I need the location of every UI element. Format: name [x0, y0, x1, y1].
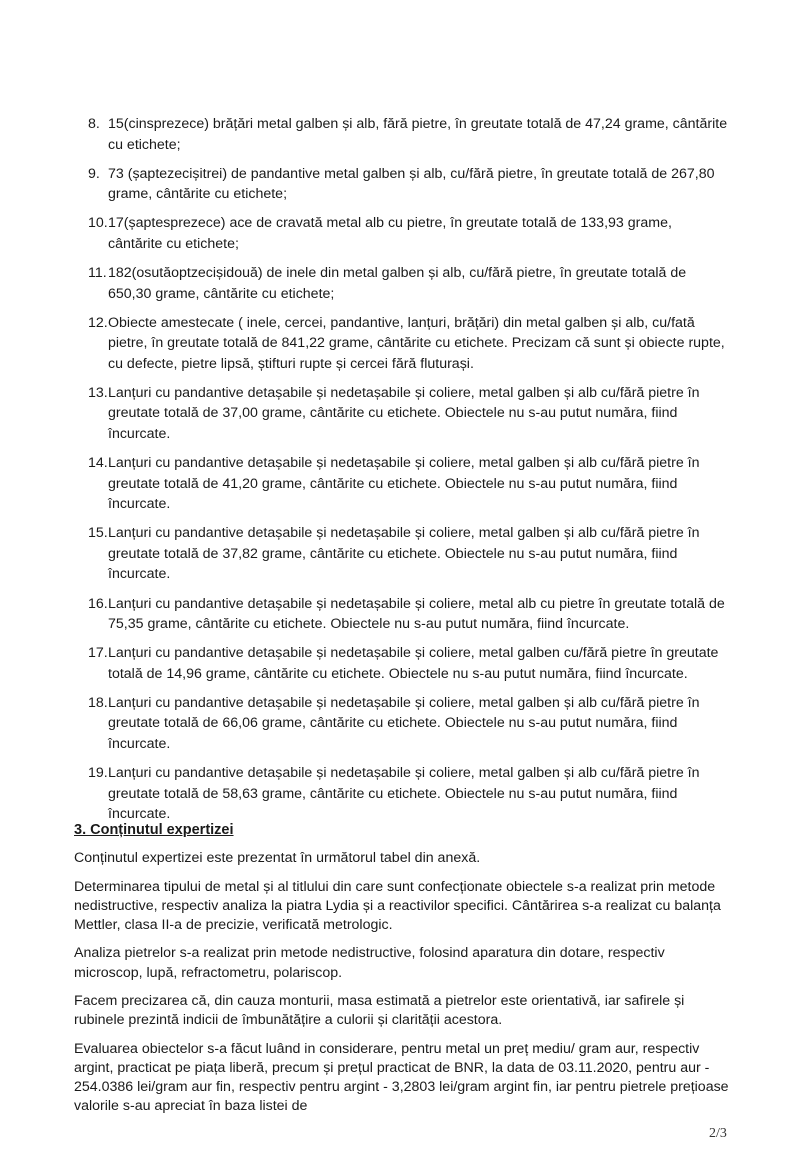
item-number: 17.	[88, 645, 108, 662]
paragraph: Evaluarea obiectelor s-a făcut luând in considerare, pentru metal un preț mediu/ gram aur, respectiv argint, practicat pe piața liberă, precum și prețul practicat de BNR, la data de 03.11.2020, pentru aur - 254.0386 lei/gram aur fin, respectiv pentru argint - 3,2803 lei/gram argint fin, iar pentru pietrele prețioase valorile s-au apreciat în baza listei de	[74, 1040, 729, 1115]
list-item	[88, 763, 728, 825]
list-item	[88, 213, 728, 254]
items-list	[88, 114, 728, 833]
list-item	[88, 164, 728, 205]
list-item	[88, 263, 728, 304]
item-text: Lanțuri cu pandantive detașabile și nedetașabile și coliere, metal galben și alb cu/fără pietre în greutate totală de 37,00 grame, cântărite cu etichete. Obiectele nu s-au putut număra, fiind încurcate.	[108, 384, 700, 442]
item-text: Lanțuri cu pandantive detașabile și nedetașabile și coliere, metal galben și alb cu/fără pietre în greutate totală de 41,20 grame, cântărite cu etichete. Obiectele nu s-au putut număra, fiind încurcate.	[108, 455, 700, 513]
list-item	[88, 383, 728, 445]
item-number: 13.	[88, 384, 108, 401]
item-number: 8.	[88, 116, 100, 132]
paragraph: Determinarea tipului de metal și al titlului din care sunt confecționate obiectele s-a realizat prin metode nedistructive, respectiv analiza la piatra Lydia și a reactivilor specifici. Cântărirea s-a realizat cu balanța Mettler, clasa II-a de precizie, verificată metrologic.	[74, 878, 721, 933]
item-number: 12.	[88, 314, 108, 331]
item-number: 10.	[88, 215, 108, 232]
list-item	[88, 453, 728, 515]
paragraph: Facem precizarea că, din cauza monturii, masa estimată a pietrelor este orientativă, iar safirele și rubinele prezintă indicii de îmbunătățire a culorii și clarității acestora.	[74, 993, 685, 1029]
page-number: 2/3	[709, 1126, 727, 1141]
item-number: 11.	[88, 265, 107, 282]
item-text: Obiecte amestecate ( inele, cercei, pandantive, lanțuri, brățări) din metal galben și alb, cu/fată pietre, în greutate totală de 841,22 grame, cântărite cu etichete. Precizam că sunt și obiecte rupte, cu defecte, pietre lipsă, știfturi rupte și cercei fără fluturași.	[108, 314, 725, 372]
item-number: 18.	[88, 694, 108, 711]
list-item	[88, 114, 728, 155]
expertise-section	[74, 820, 734, 1126]
item-number: 16.	[88, 595, 108, 612]
list-item	[88, 693, 728, 755]
item-text: Lanțuri cu pandantive detașabile și nedetașabile și coliere, metal alb cu pietre în greutate totală de 75,35 grame, cântărite cu etichete. Obiectele nu s-au putut număra, fiind încurcate.	[108, 595, 725, 632]
list-item	[88, 643, 728, 684]
item-text: Lanțuri cu pandantive detașabile și nedetașabile și coliere, metal galben cu/fără pietre în greutate totală de 14,96 grame, cântărite cu etichete. Obiectele nu s-au putut număra, fiind încurcate.	[108, 645, 719, 682]
paragraph: Conținutul expertizei este prezentat în următorul tabel din anexă.	[74, 850, 481, 866]
item-text: Lanțuri cu pandantive detașabile și nedetașabile și coliere, metal galben și alb cu/fără pietre în greutate totală de 37,82 grame, cântărite cu etichete. Obiectele nu s-au putut număra, fiind încurcate.	[108, 525, 700, 583]
item-text: 15(cinsprezece) brățări metal galben și alb, fără pietre, în greutate totală de 47,24 grame, cântărite cu etichete;	[108, 116, 728, 153]
item-number: 19.	[88, 765, 108, 782]
item-number: 9.	[88, 165, 100, 182]
item-text: 73 (șaptezecișitrei) de pandantive metal galben și alb, cu/fără pietre, în greutate totală de 267,80 grame, cântărite cu etichete;	[108, 165, 715, 203]
item-number: 14.	[88, 455, 108, 472]
section-heading: 3. Conținutul expertizei	[74, 822, 234, 838]
list-item	[88, 313, 728, 375]
item-text: 17(șaptesprezece) ace de cravată metal alb cu pietre, în greutate totală de 133,93 grame, cântărite cu etichete;	[108, 215, 672, 252]
list-item	[88, 523, 728, 585]
paragraph: Analiza pietrelor s-a realizat prin metode nedistructive, folosind aparatura din dotare, respectiv microscop, lupă, refractometru, polariscop.	[74, 945, 665, 981]
item-text: Lanțuri cu pandantive detașabile și nedetașabile și coliere, metal galben și alb cu/fără pietre în greutate totală de 58,63 grame, cântărite cu etichete. Obiectele nu s-au putut număra, fiind încurcate.	[108, 765, 700, 823]
item-text: 182(osutăoptzecișidouă) de inele din metal galben și alb, cu/fără pietre, în greutate totală de 650,30 grame, cântărite cu etichete;	[108, 265, 687, 302]
list-item	[88, 594, 728, 635]
item-text: Lanțuri cu pandantive detașabile și nedetașabile și coliere, metal galben și alb cu/fără pietre în greutate totală de 66,06 grame, cântărite cu etichete. Obiectele nu s-au putut număra, fiind încurcate.	[108, 694, 700, 752]
item-number: 15.	[88, 525, 108, 542]
